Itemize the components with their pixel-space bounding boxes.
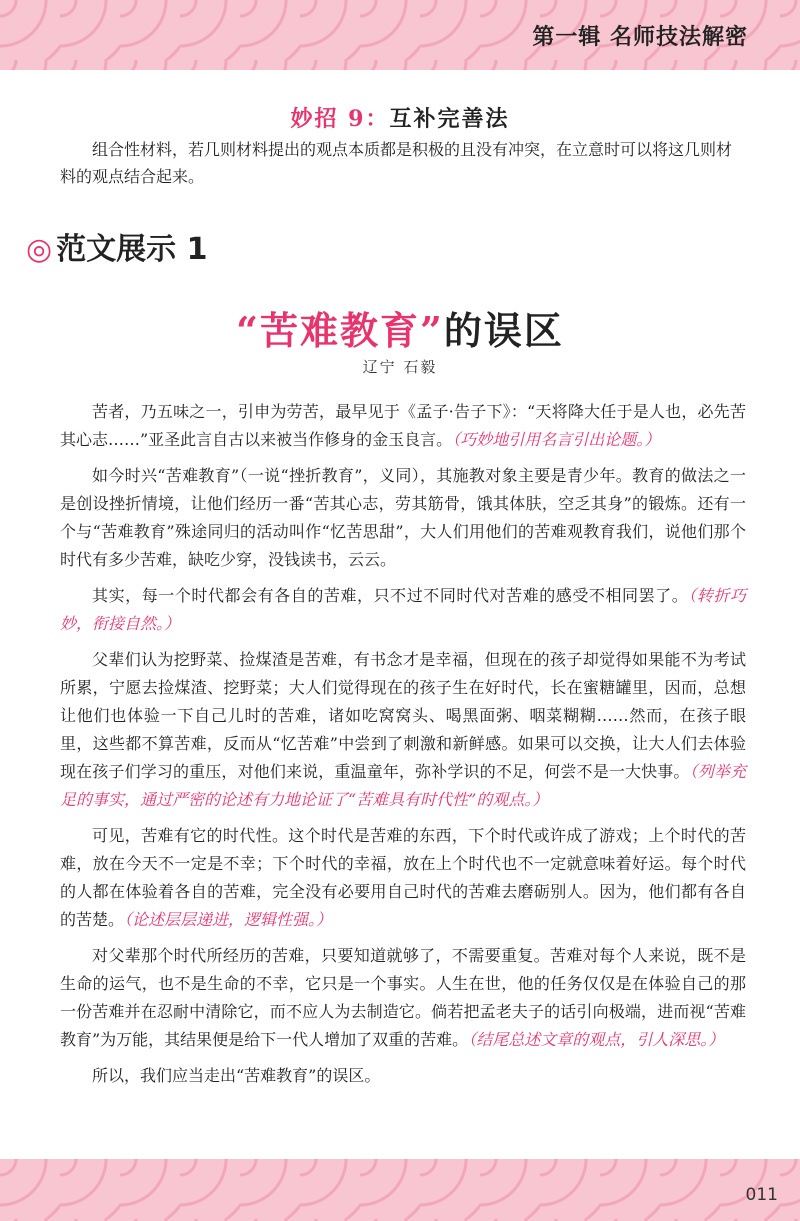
essay-title bbox=[0, 300, 800, 355]
annotation: （结尾总述文章的观点，引人深思。） bbox=[468, 1030, 725, 1049]
paragraph-text: 可见，苦难有它的时代性。这个时代是苦难的东西，下个时代或许成了游戏；上个时代的苦难，放在今天不一定是不幸；下个时代的幸福，放在上个时代也不一定就意味着好运。每个时代的人都在体验着各自的苦难，完全没有必要用自己时代的苦难去磨砺别人。因为，他们都有各自的苦楚。 bbox=[60, 826, 746, 929]
annotation: （巧妙地引用名言引出论题。） bbox=[452, 430, 661, 449]
essay-title-rest: 的误区 bbox=[443, 308, 564, 353]
double-circle-icon: ◎ bbox=[26, 232, 53, 267]
annotation: （论述层层递进，逻辑性强。） bbox=[124, 910, 333, 929]
section-title: 范文展示 1 bbox=[56, 232, 208, 267]
paragraph-4 bbox=[60, 646, 746, 814]
annotation: （转折巧妙，衔接自然。） bbox=[60, 586, 746, 633]
tip-body: 组合性材料，若几则材料提出的观点本质都是积极的且没有冲突，在立意时可以将这几则材料的观点结合起来。 bbox=[60, 140, 733, 186]
essay-author: 辽宁 石毅 bbox=[362, 358, 438, 376]
paragraph-1 bbox=[60, 398, 746, 454]
paragraph-2 bbox=[60, 462, 746, 574]
paragraph-6 bbox=[60, 942, 746, 1054]
paragraph-3 bbox=[60, 582, 746, 638]
tip-label: 妙招 9： bbox=[290, 106, 390, 132]
paragraph-text: 父辈们认为挖野菜、捡煤渣是苦难，有书念才是幸福，但现在的孩子却觉得如果能不为考试所累，宁愿去捡煤渣、挖野菜；大人们觉得现在的孩子生在好时代，长在蜜糖罐里，因而，总想让他们也体验一下自己儿时的苦难，诸如吃窝窝头、喝黑面粥、咽菜糊糊……然而，在孩子眼里，这些都不算苦难，反而从“忆苦难”中尝到了刺激和新鲜感。如果可以交换，让大人们去体验现在孩子们学习的重压，对他们来说，重温童年，弥补学识的不足，何尝不是一大快事。 bbox=[60, 650, 746, 781]
essay-body bbox=[60, 398, 746, 1098]
tip-title bbox=[0, 102, 800, 133]
essay-title-quoted: “苦难教育” bbox=[236, 308, 444, 353]
annotation: （列举充足的事实，通过严密的论述有力地论证了“苦难具有时代性”的观点。） bbox=[60, 762, 746, 809]
paragraph-text: 所以，我们应当走出“苦难教育”的误区。 bbox=[92, 1066, 381, 1085]
page-number: 011 bbox=[745, 1185, 778, 1205]
paragraph-text: 如今时兴“苦难教育”（一说“挫折教育”，义同），其施教对象主要是青少年。教育的做法之一是创设挫折情境，让他们经历一番“苦其心志，劳其筋骨，饿其体肤，空乏其身”的锻炼。还有一个与“苦难教育”殊途同归的活动叫作“忆苦思甜”，大人们用他们的苦难观教育我们，说他们那个时代有多少苦难，缺吃少穿，没钱读书，云云。 bbox=[60, 466, 746, 569]
paragraph-text: 其实，每一个时代都会有各自的苦难，只不过不同时代对苦难的感受不相同罢了。 bbox=[92, 586, 689, 605]
paragraph-text: 苦者，乃五味之一，引申为劳苦，最早见于《孟子·告子下》：“天将降大任于是人也，必先苦其心志……”亚圣此言自古以来被当作修身的金玉良言。 bbox=[60, 402, 746, 449]
paragraph-7 bbox=[60, 1062, 746, 1090]
paragraph-text: 对父辈那个时代所经历的苦难，只要知道就够了，不需要重复。苦难对每个人来说，既不是生命的运气，也不是生命的不幸，它只是一个事实。人生在世，他的任务仅仅是在体验自己的那一份苦难并在忍耐中清除它，而不应人为去制造它。倘若把孟老夫子的话引向极端，进而视“苦难教育”为万能，其结果便是给下一代人增加了双重的苦难。 bbox=[60, 946, 746, 1049]
footer-band bbox=[0, 1159, 800, 1221]
paragraph-5 bbox=[60, 822, 746, 934]
section-heading bbox=[26, 224, 208, 268]
tip-name: 互补完善法 bbox=[389, 106, 510, 132]
header-title: 第一辑 名师技法解密 bbox=[532, 24, 748, 50]
